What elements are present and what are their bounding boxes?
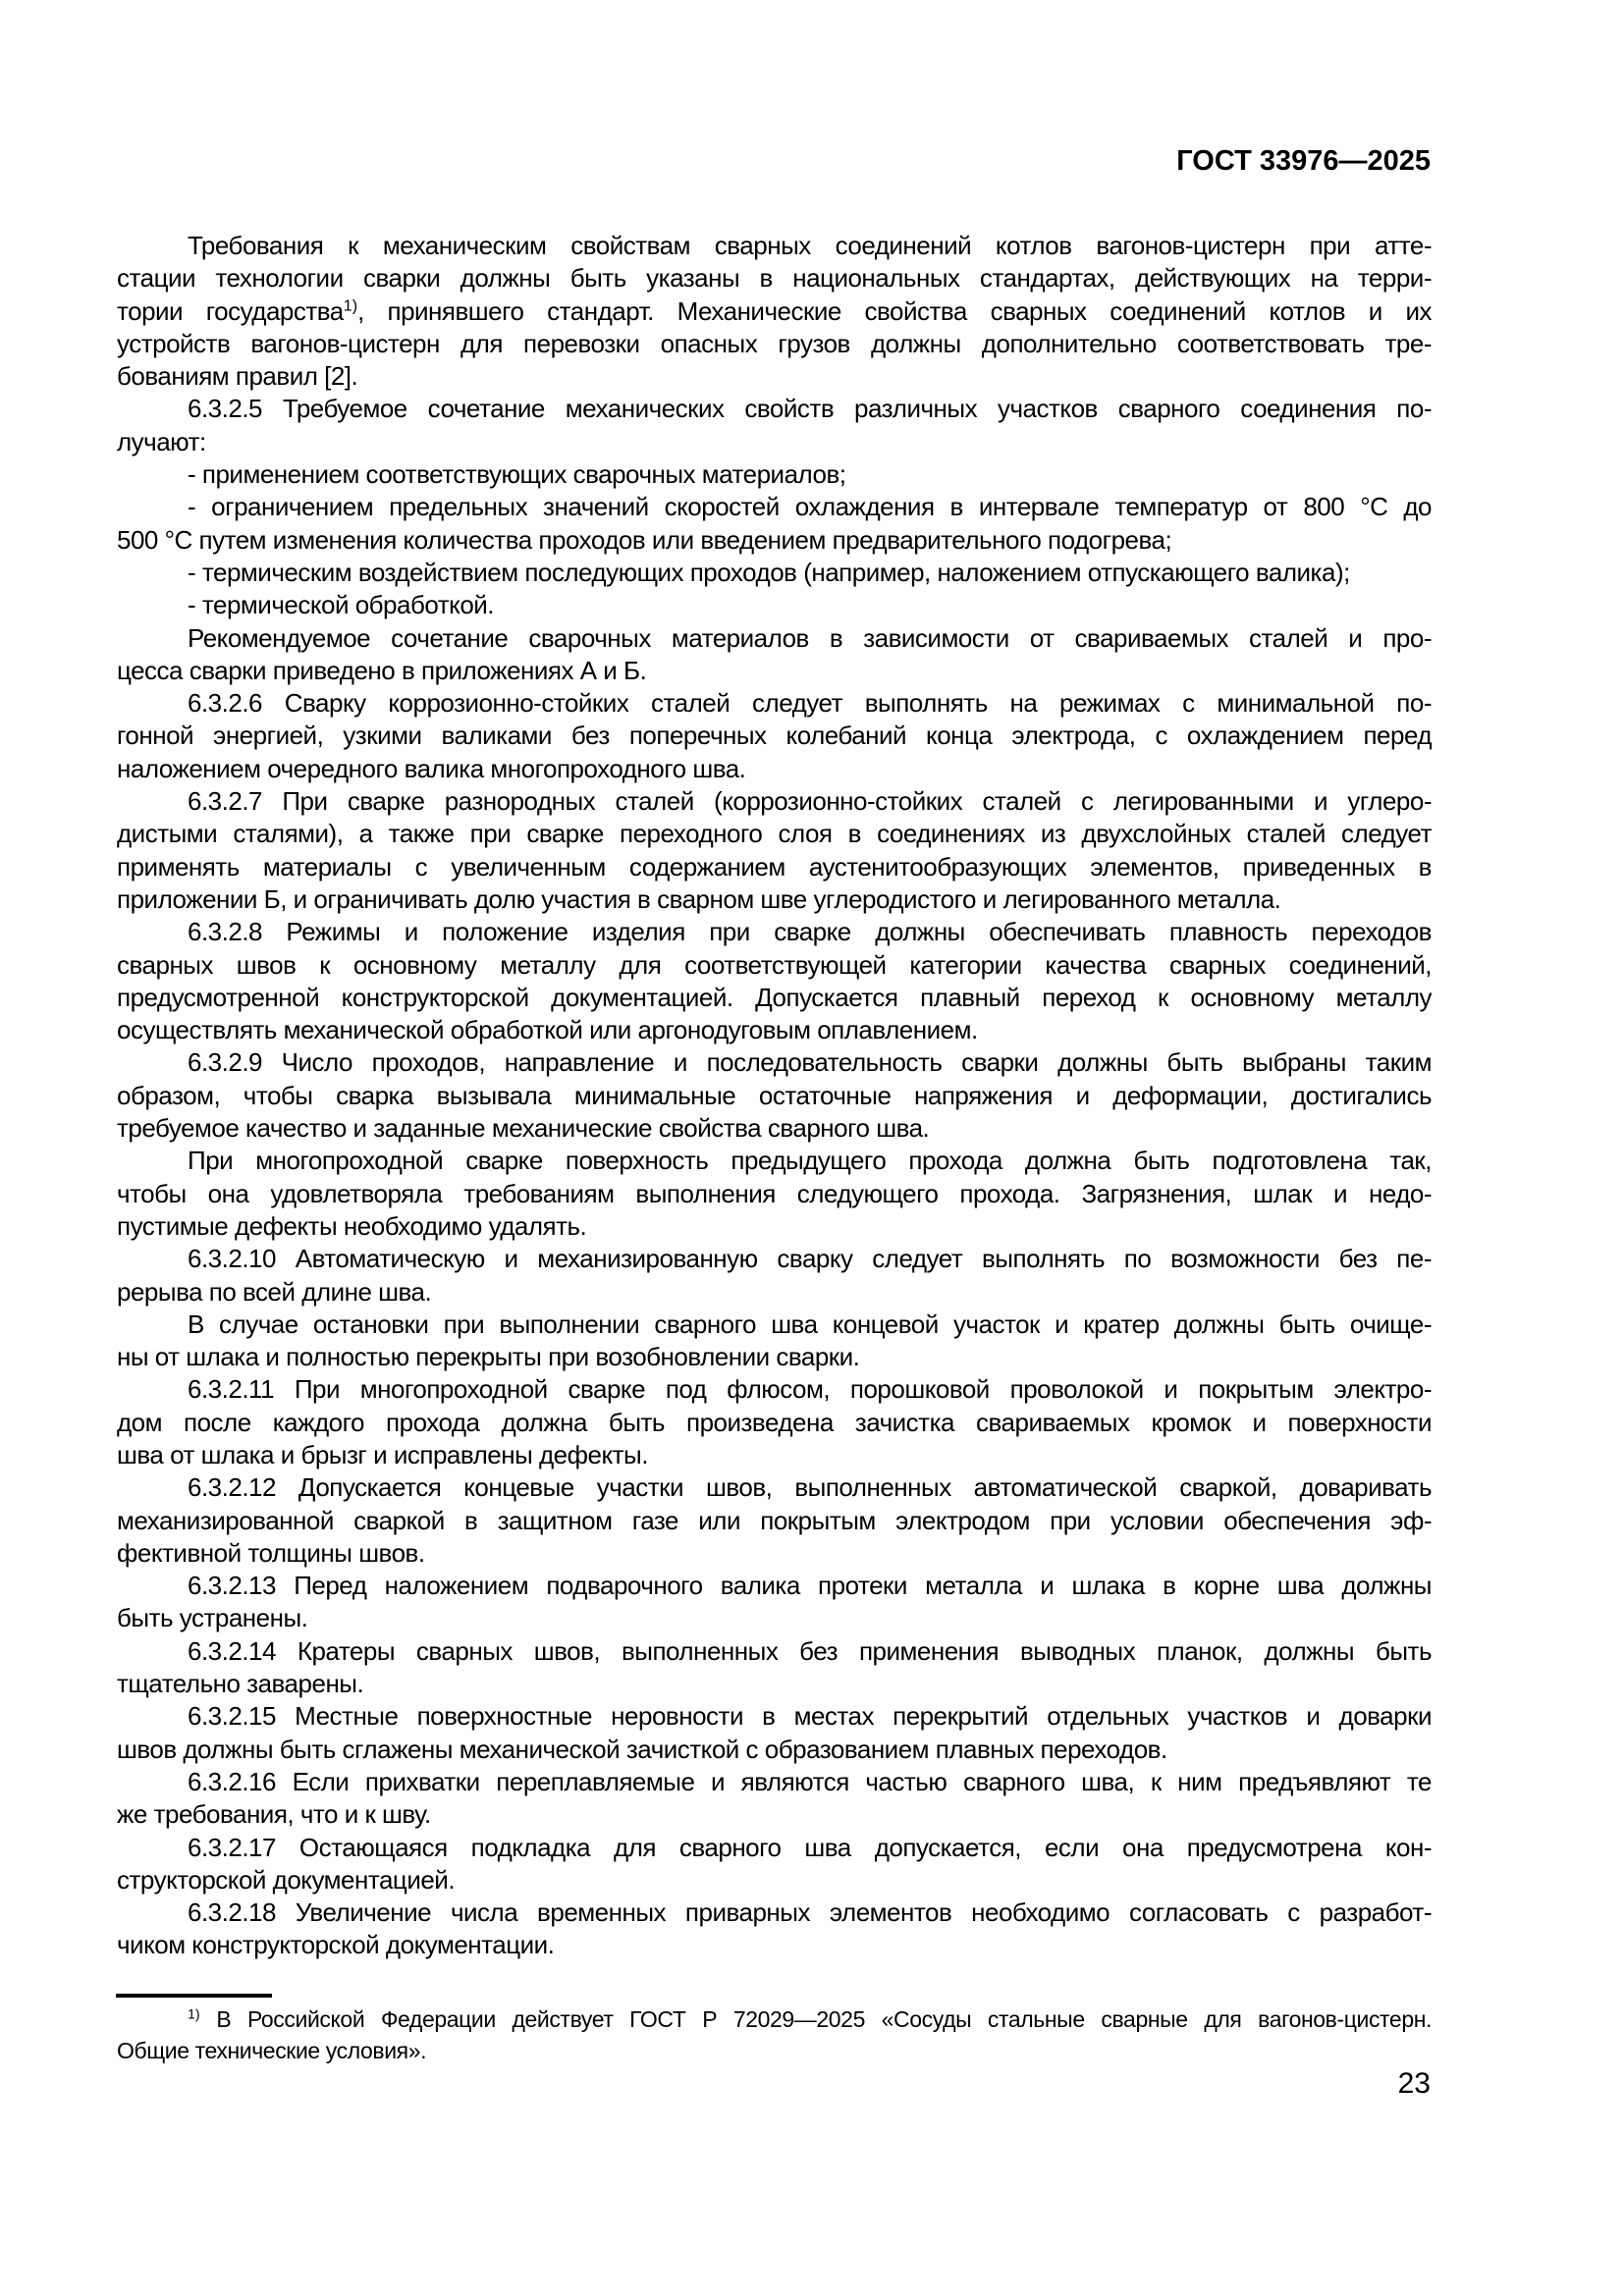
text-line: фективной толщины швов. <box>117 1537 425 1568</box>
text-line: 6.3.2.16 Если прихватки переплавляемые и являются частью сварного шва, к ним предъявляют те <box>188 1766 1432 1796</box>
text-line: - применением соответствующих сварочных материалов; <box>188 459 846 490</box>
text-line: - термической обработкой. <box>188 590 495 620</box>
text-line: же требования, что и к шву. <box>117 1799 431 1830</box>
text-line: 6.3.2.10 Автоматическую и механизированную сварку следует выполнять по возможности без пе- <box>188 1244 1432 1274</box>
text-line: дом после каждого прохода должна быть произведена зачистка свариваемых кромок и поверхности <box>117 1407 1432 1437</box>
text-line: 6.3.2.8 Режимы и положение изделия при сварке должны обеспечивать плавность переходов <box>188 917 1432 947</box>
text-line: наложением очередного валика многопроходного шва. <box>117 753 746 783</box>
text-line: - термическим воздействием последующих проходов (например, наложением отпускающего валика); <box>188 557 1350 587</box>
text-line: 6.3.2.12 Допускается концевые участки швов, выполненных автоматической сваркой, доваривать <box>188 1472 1432 1503</box>
text-line: Требования к механическим свойствам сварных соединений котлов вагонов-цистерн при атте- <box>188 231 1432 260</box>
text-line: цесса сварки приведено в приложениях А и Б. <box>117 655 647 685</box>
text-line: быть устранены. <box>117 1603 308 1633</box>
text-line: бованиям правил [2]. <box>117 361 358 392</box>
text-line: осуществлять механической обработкой или аргонодуговым оплавлением. <box>117 1015 978 1045</box>
text-line: 6.3.2.14 Кратеры сварных швов, выполненных без применения выводных планок, должны быть <box>188 1635 1432 1666</box>
text-line: лучают: <box>117 426 206 456</box>
text-line: сварных швов к основному металлу для соответствующей категории качества сварных соединений, <box>117 949 1432 980</box>
text-line: В случае остановки при выполнении сварного шва концевой участок и кратер должны быть очище- <box>188 1308 1432 1339</box>
text-line: 6.3.2.11 При многопроходной сварке под флюсом, порошковой проволокой и покрытым электро- <box>188 1374 1432 1405</box>
text-line: механизированной сваркой в защитном газе или покрытым электродом при условии обеспечения эф- <box>117 1505 1432 1535</box>
text-line: устройств вагонов-цистерн для перевозки опасных грузов должны дополнительно соответствовать тре- <box>117 328 1432 358</box>
text-line: структорской документацией. <box>117 1864 456 1895</box>
text-line: швов должны быть сглажены механической зачисткой с образованием плавных переходов. <box>117 1734 1167 1764</box>
running-header <box>1176 145 1431 178</box>
text-line: ны от шлака и полностью перекрыты при возобновлении сварки. <box>117 1342 860 1372</box>
standard-code: ГОСТ 33976—2025 <box>1176 145 1431 177</box>
text-line: тории государства$^{1)}$, принявшего стандарт. Механические свойства сварных соединений котлов и их <box>117 295 1433 326</box>
text-line: Рекомендуемое сочетание сварочных материалов в зависимости от свариваемых сталей и про- <box>188 622 1432 653</box>
text-line: Общие технические условия». <box>117 2038 427 2063</box>
text-line: применять материалы с увеличенным содержанием аустенитообразующих элементов, приведенных в <box>117 851 1432 881</box>
footnote <box>117 2003 1432 2066</box>
text-line: 6.3.2.7 При сварке разнородных сталей (коррозионно-стойких сталей с легированными и углеро- <box>188 786 1432 817</box>
text-line: шва от шлака и брызг и исправлены дефекты. <box>117 1439 648 1469</box>
text-line: чтобы она удовлетворяла требованиям выполнения следующего прохода. Загрязнения, шлак и недо- <box>117 1178 1432 1208</box>
text-line: дистыми сталями), а также при сварке переходного слоя в соединениях из двухслойных сталей следует <box>117 819 1432 849</box>
text-line: приложении Б, и ограничивать долю участия в сварном шве углеродистого и легированного металла. <box>117 883 1281 914</box>
text-line: требуемое качество и заданные механические свойства сварного шва. <box>117 1113 930 1144</box>
text-line: 6.3.2.18 Увеличение числа временных приварных элементов необходимо согласовать с разработ- <box>188 1897 1432 1928</box>
text-line: стации технологии сварки должны быть указаны в национальных стандартах, действующих на терри- <box>117 263 1432 294</box>
text-line: 6.3.2.17 Остающаяся подкладка для сварного шва допускается, если она предусмотрена кон- <box>188 1832 1432 1862</box>
text-line: 500 °С путем изменения количества проходов или введением предварительного подогрева; <box>117 524 1172 555</box>
text-line: тщательно заварены. <box>117 1669 364 1699</box>
text-line: $^{1)}$ В Российской Федерации действует ГОСТ Р 72029—2025 «Сосуды стальные сварные для вагонов-цистерн. <box>188 2006 1432 2032</box>
text-line: При многопроходной сварке поверхность предыдущего прохода должна быть подготовлена так, <box>188 1146 1432 1176</box>
body-text <box>117 230 1432 1962</box>
text-line: - ограничением предельных значений скоростей охлаждения в интервале температур от 800 °С до <box>188 492 1432 522</box>
text-line: гонной энергией, узкими валиками без поперечных колебаний конца электрода, с охлаждением перед <box>117 721 1432 751</box>
text-line: предусмотренной конструкторской документацией. Допускается плавный переход к основному металлу <box>117 982 1432 1012</box>
text-line: пустимые дефекты необходимо удалять. <box>117 1210 587 1241</box>
text-line: 6.3.2.6 Сварку коррозионно-стойких сталей следует выполнять на режимах с минимальной по- <box>188 688 1432 719</box>
text-line: 6.3.2.9 Число проходов, направление и последовательность сварки должны быть выбраны таким <box>188 1047 1432 1078</box>
text-line: 6.3.2.13 Перед наложением подварочного валика протеки металла и шлака в корне шва должны <box>188 1571 1432 1601</box>
page-number: 23 <box>1397 2067 1431 2100</box>
text-line: рерыва по всей длине шва. <box>117 1276 432 1307</box>
text-line: 6.3.2.15 Местные поверхностные неровности в местах перекрытий отдельных участков и доварки <box>188 1701 1432 1732</box>
footnote-separator <box>116 1994 272 1998</box>
text-line: чиком конструкторской документации. <box>117 1930 555 1960</box>
text-line: 6.3.2.5 Требуемое сочетание механических свойств различных участков сварного соединения по- <box>188 394 1432 424</box>
text-line: образом, чтобы сварка вызывала минимальные остаточные напряжения и деформации, достигались <box>117 1080 1432 1110</box>
